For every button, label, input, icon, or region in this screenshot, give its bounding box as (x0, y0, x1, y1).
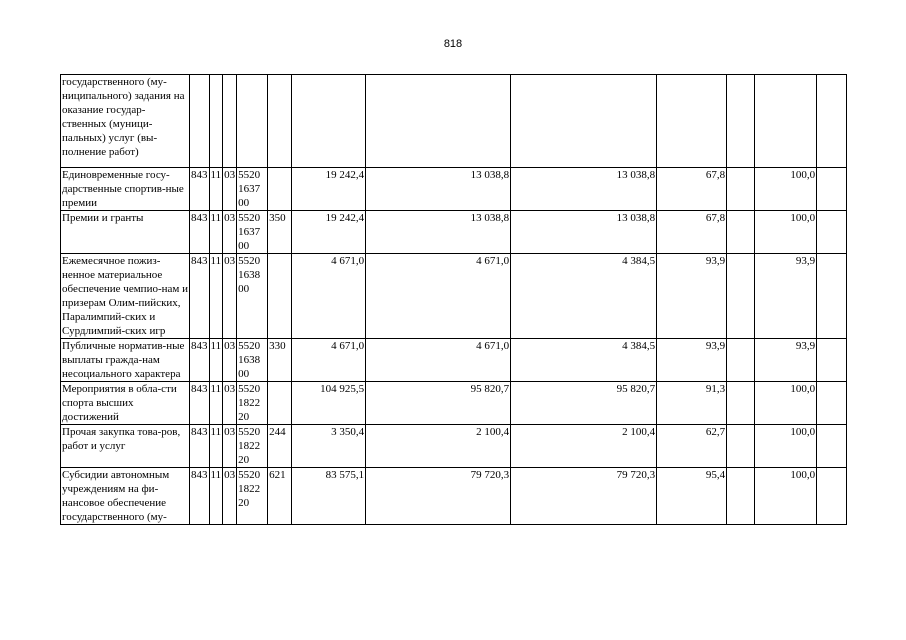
table-row (61, 468, 847, 525)
cell-value-2 (366, 75, 511, 168)
cell-percent-1: 67,8 (657, 168, 727, 211)
cell-value-1: 19 242,4 (292, 211, 366, 254)
cell-vr (268, 382, 292, 425)
cell-percent-2: 100,0 (755, 468, 817, 525)
cell-ved: 843 (190, 254, 210, 339)
cell-percent-2 (755, 75, 817, 168)
cell-percent-1: 95,4 (657, 468, 727, 525)
cell-empty (817, 254, 847, 339)
cell-csr: 5520 1822 20 (237, 382, 268, 425)
cell-name: Субсидии автономным учреждениям на фи-нансовое обеспечение государственного (му- (61, 468, 190, 525)
cell-razdel: 11 (209, 468, 223, 525)
cell-razdel (209, 75, 223, 168)
cell-podrazdel: 03 (223, 211, 237, 254)
cell-value-2: 2 100,4 (366, 425, 511, 468)
cell-percent-2: 100,0 (755, 211, 817, 254)
cell-csr (237, 75, 268, 168)
cell-vr (268, 168, 292, 211)
budget-table (60, 74, 847, 525)
cell-razdel: 11 (209, 211, 223, 254)
cell-podrazdel (223, 75, 237, 168)
cell-name: Единовременные госу-дарственные спортив-ные премии (61, 168, 190, 211)
cell-ved: 843 (190, 382, 210, 425)
table-row (61, 425, 847, 468)
cell-percent-1: 67,8 (657, 211, 727, 254)
cell-csr: 5520 1637 00 (237, 211, 268, 254)
cell-value-1: 19 242,4 (292, 168, 366, 211)
cell-value-3 (511, 75, 657, 168)
cell-empty (817, 382, 847, 425)
cell-percent-2: 93,9 (755, 254, 817, 339)
table-row (61, 254, 847, 339)
cell-podrazdel: 03 (223, 382, 237, 425)
cell-value-1: 104 925,5 (292, 382, 366, 425)
cell-ved: 843 (190, 468, 210, 525)
cell-ved: 843 (190, 211, 210, 254)
cell-name: государственного (му-ниципального) задания на оказание государ-ственных (муници-пальных) услуг (вы-полнение работ) (61, 75, 190, 168)
cell-vr: 244 (268, 425, 292, 468)
table-row (61, 339, 847, 382)
cell-value-2: 13 038,8 (366, 168, 511, 211)
cell-value-2: 79 720,3 (366, 468, 511, 525)
cell-empty (727, 168, 755, 211)
cell-empty (727, 254, 755, 339)
cell-empty (727, 211, 755, 254)
cell-value-3: 2 100,4 (511, 425, 657, 468)
table-row (61, 211, 847, 254)
cell-csr: 5520 1638 00 (237, 254, 268, 339)
cell-value-3: 4 384,5 (511, 339, 657, 382)
cell-razdel: 11 (209, 254, 223, 339)
cell-percent-2: 100,0 (755, 168, 817, 211)
cell-empty (727, 468, 755, 525)
cell-podrazdel: 03 (223, 425, 237, 468)
cell-empty (817, 425, 847, 468)
cell-csr: 5520 1638 00 (237, 339, 268, 382)
cell-value-3: 13 038,8 (511, 168, 657, 211)
cell-vr: 621 (268, 468, 292, 525)
cell-podrazdel: 03 (223, 168, 237, 211)
cell-percent-1: 91,3 (657, 382, 727, 425)
cell-vr: 330 (268, 339, 292, 382)
cell-percent-1: 62,7 (657, 425, 727, 468)
cell-csr: 5520 1822 20 (237, 468, 268, 525)
cell-percent-2: 93,9 (755, 339, 817, 382)
cell-empty (817, 168, 847, 211)
cell-name: Мероприятия в обла-сти спорта высших достижений (61, 382, 190, 425)
cell-csr: 5520 1637 00 (237, 168, 268, 211)
cell-percent-1: 93,9 (657, 254, 727, 339)
table-row (61, 382, 847, 425)
cell-razdel: 11 (209, 425, 223, 468)
cell-value-1 (292, 75, 366, 168)
cell-name: Публичные норматив-ные выплаты гражда-нам несоциального характера (61, 339, 190, 382)
cell-razdel: 11 (209, 382, 223, 425)
cell-value-3: 4 384,5 (511, 254, 657, 339)
cell-podrazdel: 03 (223, 339, 237, 382)
cell-value-2: 13 038,8 (366, 211, 511, 254)
table-row (61, 75, 847, 168)
cell-percent-2: 100,0 (755, 425, 817, 468)
cell-podrazdel: 03 (223, 254, 237, 339)
cell-empty (727, 339, 755, 382)
cell-value-1: 4 671,0 (292, 339, 366, 382)
cell-csr: 5520 1822 20 (237, 425, 268, 468)
cell-percent-1: 93,9 (657, 339, 727, 382)
cell-vr: 350 (268, 211, 292, 254)
cell-empty (817, 211, 847, 254)
cell-razdel: 11 (209, 168, 223, 211)
cell-razdel: 11 (209, 339, 223, 382)
cell-name: Премии и гранты (61, 211, 190, 254)
table-row (61, 168, 847, 211)
cell-empty (727, 382, 755, 425)
cell-empty (817, 339, 847, 382)
cell-ved: 843 (190, 339, 210, 382)
cell-name: Ежемесячное пожиз-ненное материальное обеспечение чемпио-нам и призерам Олим-пийских, Паралимпий-ских и Сурдлимпий-ских игр (62, 255, 188, 337)
cell-value-2: 4 671,0 (366, 254, 511, 339)
page-number: 818 (443, 38, 463, 50)
cell-empty (817, 75, 847, 168)
cell-empty (727, 75, 755, 168)
cell-value-3: 13 038,8 (511, 211, 657, 254)
cell-percent-2: 100,0 (755, 382, 817, 425)
cell-value-2: 4 671,0 (366, 339, 511, 382)
cell-ved (190, 75, 210, 168)
cell-podrazdel: 03 (223, 468, 237, 525)
cell-value-1: 3 350,4 (292, 425, 366, 468)
cell-value-2: 95 820,7 (366, 382, 511, 425)
cell-value-3: 79 720,3 (511, 468, 657, 525)
cell-name: Прочая закупка това-ров, работ и услуг (61, 425, 190, 468)
cell-vr (268, 254, 292, 339)
cell-empty (817, 468, 847, 525)
cell-ved: 843 (190, 425, 210, 468)
cell-ved: 843 (190, 168, 210, 211)
cell-value-1: 83 575,1 (292, 468, 366, 525)
cell-empty (727, 425, 755, 468)
cell-value-3: 95 820,7 (511, 382, 657, 425)
cell-value-1: 4 671,0 (292, 254, 366, 339)
cell-percent-1 (657, 75, 727, 168)
cell-vr (268, 75, 292, 168)
